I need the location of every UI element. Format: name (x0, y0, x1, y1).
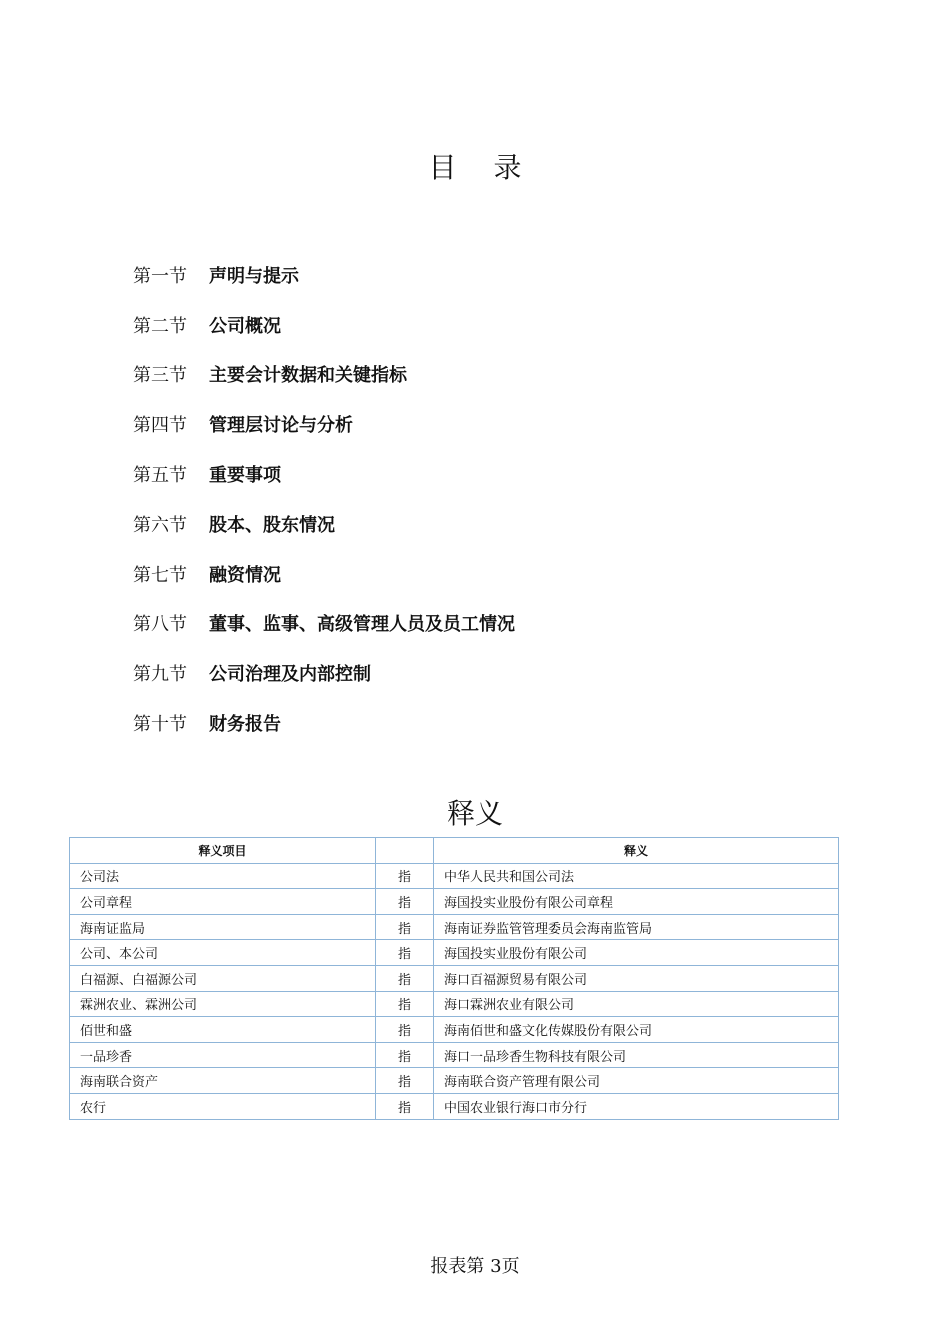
table-row (70, 965, 839, 991)
toc-item-title: 融资情况 (209, 564, 281, 586)
glossary-ref: 指 (376, 965, 434, 991)
toc-item-title: 股本、股东情况 (209, 514, 335, 536)
table-row (70, 889, 839, 915)
toc-item-title: 主要会计数据和关键指标 (209, 365, 407, 387)
toc-item[interactable] (133, 648, 515, 698)
glossary-ref: 指 (376, 863, 434, 889)
toc-item[interactable] (133, 399, 515, 449)
glossary-meaning: 海国投实业股份有限公司 (434, 940, 839, 966)
glossary-ref: 指 (376, 914, 434, 940)
glossary-term: 佰世和盛 (70, 1017, 376, 1043)
table-row (70, 863, 839, 889)
glossary-header-ref (376, 838, 434, 864)
glossary-meaning: 中华人民共和国公司法 (434, 863, 839, 889)
glossary-ref: 指 (376, 991, 434, 1017)
glossary-term: 公司章程 (70, 889, 376, 915)
toc-item-title: 公司治理及内部控制 (209, 664, 371, 686)
glossary-ref: 指 (376, 889, 434, 915)
table-row (70, 1093, 839, 1119)
glossary-term: 霖洲农业、霖洲公司 (70, 991, 376, 1017)
glossary-term: 海南证监局 (70, 914, 376, 940)
glossary-meaning: 海口百福源贸易有限公司 (434, 965, 839, 991)
toc-item-number: 第九节 (133, 664, 187, 686)
glossary-title: 释义 (446, 797, 503, 830)
glossary-header-row (70, 838, 839, 864)
toc-title: 目 录 (428, 151, 536, 184)
glossary-meaning: 海国投实业股份有限公司章程 (434, 889, 839, 915)
glossary-meaning: 海南佰世和盛文化传媒股份有限公司 (434, 1017, 839, 1043)
glossary-meaning: 海口霖洲农业有限公司 (434, 991, 839, 1017)
table-row (70, 1042, 839, 1068)
table-row (70, 991, 839, 1017)
toc-item-number: 第三节 (133, 365, 187, 387)
toc-item-number: 第七节 (133, 564, 187, 586)
table-row (70, 940, 839, 966)
toc-item-number: 第四节 (133, 415, 187, 437)
glossary-ref: 指 (376, 1017, 434, 1043)
glossary-term: 公司法 (70, 863, 376, 889)
glossary-meaning: 中国农业银行海口市分行 (434, 1093, 839, 1119)
glossary-term: 海南联合资产 (70, 1068, 376, 1094)
glossary-ref: 指 (376, 1042, 434, 1068)
toc-item[interactable] (133, 250, 515, 300)
glossary-term: 白福源、白福源公司 (70, 965, 376, 991)
toc-item[interactable] (133, 698, 515, 748)
toc-item-title: 重要事项 (209, 465, 281, 487)
glossary-term: 一品珍香 (70, 1042, 376, 1068)
glossary-meaning: 海南证券监管管理委员会海南监管局 (434, 914, 839, 940)
toc-item[interactable] (133, 300, 515, 350)
glossary-ref: 指 (376, 1068, 434, 1094)
toc-item-number: 第八节 (133, 614, 187, 636)
toc-item-title: 公司概况 (209, 315, 281, 337)
toc-item-number: 第六节 (133, 514, 187, 536)
glossary-ref: 指 (376, 1093, 434, 1119)
toc-item-number: 第一节 (133, 265, 187, 287)
toc-item-number: 第二节 (133, 315, 187, 337)
glossary-meaning: 海口一品珍香生物科技有限公司 (434, 1042, 839, 1068)
toc-item-number: 第十节 (133, 714, 187, 736)
glossary-ref: 指 (376, 940, 434, 966)
toc-item-number: 第五节 (133, 465, 187, 487)
glossary-header-term: 释义项目 (70, 838, 376, 864)
toc-item[interactable] (133, 499, 515, 549)
table-row (70, 1068, 839, 1094)
toc-item-title: 董事、监事、高级管理人员及员工情况 (209, 614, 515, 636)
toc-item-title: 管理层讨论与分析 (209, 415, 353, 437)
glossary-term: 农行 (70, 1093, 376, 1119)
toc-item-title: 声明与提示 (209, 265, 299, 287)
glossary-header-meaning: 释义 (434, 838, 839, 864)
toc-item[interactable] (133, 350, 515, 400)
glossary-term: 公司、本公司 (70, 940, 376, 966)
toc-item[interactable] (133, 549, 515, 599)
toc-item[interactable] (133, 449, 515, 499)
toc-list (133, 250, 515, 748)
page-number: 报表第 3页 (430, 1256, 520, 1277)
glossary-table (69, 837, 839, 1120)
table-row (70, 914, 839, 940)
table-row (70, 1017, 839, 1043)
glossary-meaning: 海南联合资产管理有限公司 (434, 1068, 839, 1094)
toc-item-title: 财务报告 (209, 714, 281, 736)
toc-item[interactable] (133, 599, 515, 649)
